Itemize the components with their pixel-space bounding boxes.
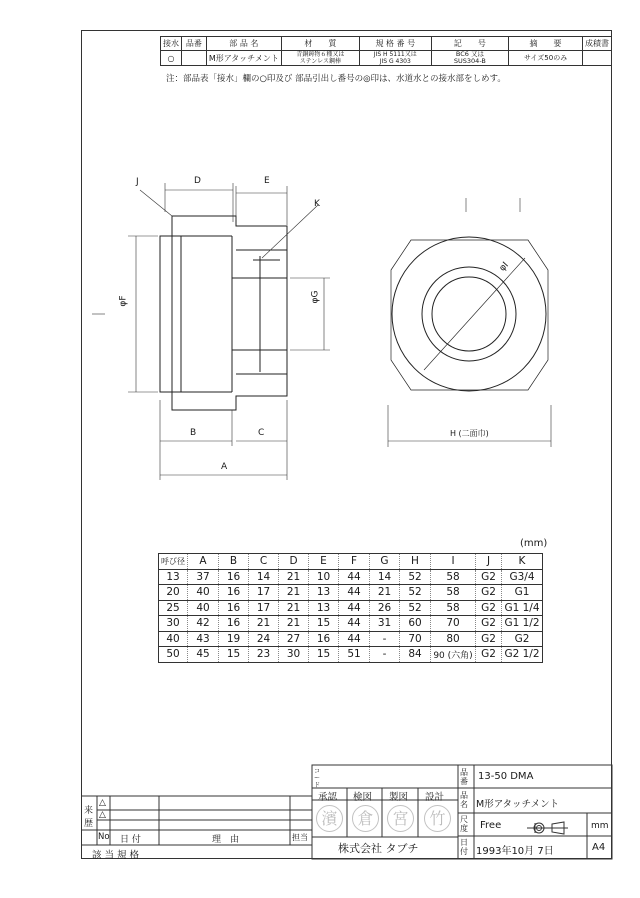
cell: 90 (六角) [431,647,476,663]
approval-label-1: 承認 [318,792,338,803]
paper-size: A4 [592,842,606,853]
cell: 24 [249,631,279,647]
side-view-outline [160,216,287,410]
cell: G2 [476,616,502,632]
cell: G3/4 [502,569,543,585]
cell: 50 [159,647,188,663]
cell: 14 [249,569,279,585]
cell: 40 [188,585,219,601]
label-j: J [136,177,139,187]
unit-label: (mm) [520,538,548,549]
cell: 44 [339,616,370,632]
header-cell: B [219,554,249,570]
label-k: K [314,199,320,209]
cell: G2 1/2 [502,647,543,663]
cell: 70 [431,616,476,632]
cell: 70 [400,631,431,647]
part-name-value: M形アタッチメント [476,799,560,810]
cell: G2 [476,647,502,663]
parts-header-cell: 摘 要 [509,37,583,51]
cell: 80 [431,631,476,647]
header-cell: A [188,554,219,570]
parts-header-cell: 記 号 [431,37,508,51]
cell: 16 [219,616,249,632]
cell: G1 [502,585,543,601]
table-row [159,631,543,647]
approval-label-4: 設計 [425,792,445,803]
cell: 43 [188,631,219,647]
company-name: 株式会社 タブチ [338,842,419,855]
parts-header-cell: 接水 [161,37,182,51]
rev-header-no: No [98,832,110,842]
header-cell: E [309,554,339,570]
cell: 21 [279,600,309,616]
check-stamp: 倉 [352,805,379,832]
cell: 52 [400,600,431,616]
dimension-table-header [159,554,543,570]
symbol-line-1: BC6 又は [455,50,484,58]
date-label: 日付 [460,838,468,856]
cell: 15 [219,647,249,663]
approval-stamp: 濱 [316,805,343,832]
cell: 21 [279,569,309,585]
cell: 14 [370,569,400,585]
cell: - [370,631,400,647]
label-c: C [258,428,265,438]
cell: 21 [279,616,309,632]
cell: 10 [309,569,339,585]
header-cell: G [370,554,400,570]
side-view [160,216,287,410]
cell: 16 [309,631,339,647]
cell: 17 [249,585,279,601]
part-name-cell: M形アタッチメント [206,51,281,66]
part-name-label: 品名 [460,791,468,809]
header-cell: F [339,554,370,570]
cell: G1 1/2 [502,616,543,632]
revision-history-label: 来歴 [84,806,94,829]
drafter-stamp: 宮 [387,805,414,832]
part-no-value: 13-50 DMA [478,771,534,782]
cell: 25 [159,600,188,616]
header-cell: J [476,554,502,570]
label-d: D [194,176,201,186]
contact-mark: ○ [161,51,182,66]
label-phi-f: φF [118,295,129,307]
scale-label: 尺度 [460,815,468,833]
material-line-2: ステンレス鋼棒 [299,58,341,65]
cell: - [370,647,400,663]
parts-header-cell: 規 格 番 号 [359,37,431,51]
cell: 21 [370,585,400,601]
cell: 15 [309,647,339,663]
header-cell: 呼び径 [159,554,188,570]
cell: G2 [476,600,502,616]
cell: 40 [188,600,219,616]
table-row [159,569,543,585]
cell: 27 [279,631,309,647]
parts-header-cell: 成積書 [583,37,612,51]
cell: 58 [431,569,476,585]
header-cell: I [431,554,476,570]
cell: G2 [476,631,502,647]
parts-header-cell: 品番 [182,37,207,51]
note-text: 注：部品表「接水」欄の○印及び 部品引出し番号の◎印は、水道水との接水部をしめす。 [166,74,506,84]
rev-header-reason: 理 由 [212,835,240,845]
revision-mark-2: △ [99,810,106,820]
scale-value: Free [480,820,502,831]
cell: 20 [159,585,188,601]
cell: 13 [309,585,339,601]
cell: 15 [309,616,339,632]
header-cell: C [249,554,279,570]
dimension-table [158,553,543,663]
cell: 40 [159,631,188,647]
cell: 23 [249,647,279,663]
cell: 16 [219,600,249,616]
cell: 58 [431,585,476,601]
label-e: E [264,176,270,186]
header-cell: D [279,554,309,570]
cell: 42 [188,616,219,632]
date-value: 1993年10月 7日 [476,846,554,857]
cell: 19 [219,631,249,647]
header-cell: H [400,554,431,570]
revision-mark-1: △ [99,798,106,808]
cell: 13 [309,600,339,616]
cell: 44 [339,569,370,585]
material-line-1: 青銅鋳物６種又は [296,51,345,58]
table-row [159,600,543,616]
cell: 21 [279,585,309,601]
cell: 45 [188,647,219,663]
cell: 52 [400,569,431,585]
label-h: H (二面巾) [450,429,489,438]
cell: 17 [249,600,279,616]
code-label: コード [314,768,321,789]
diameter-line [424,258,525,370]
cell: 31 [370,616,400,632]
cell: 30 [159,616,188,632]
cell: 21 [249,616,279,632]
cell: 52 [400,585,431,601]
cell: 84 [400,647,431,663]
cell: 16 [219,569,249,585]
symbol-line-2: SUS304-B [453,57,486,65]
thread-circle [422,267,516,361]
cell: 44 [339,600,370,616]
label-a: A [221,462,228,472]
approval-label-2: 検図 [353,792,373,803]
cell: 60 [400,616,431,632]
cell: 51 [339,647,370,663]
unit-value: mm [591,821,609,831]
cell: G2 [476,585,502,601]
cell: 37 [188,569,219,585]
cell: G1 1/4 [502,600,543,616]
table-row [159,647,543,663]
part-no-label: 品番 [460,768,468,786]
cell: 44 [339,585,370,601]
table-row [159,585,543,601]
parts-header-cell: 材 質 [281,37,359,51]
standard-line-1: JIS H 5111又は [373,51,417,58]
cell: 13 [159,569,188,585]
cell: 30 [279,647,309,663]
cell: 58 [431,600,476,616]
cell: 26 [370,600,400,616]
designer-stamp: 竹 [424,805,451,832]
cell: G2 [502,631,543,647]
rev-header-person: 担当 [292,833,308,842]
label-phi-i: φI [497,260,511,274]
approval-label-3: 製図 [389,792,409,803]
label-phi-g: φG [310,290,321,304]
cell: 16 [219,585,249,601]
applicable-standard-label: 該 当 規 格 [92,850,140,861]
remarks-cell: サイズ50のみ [509,51,583,66]
parts-header-cell: 部 品 名 [206,37,281,51]
rev-header-date: 日 付 [120,835,141,845]
table-row [159,616,543,632]
cell: G2 [476,569,502,585]
header-cell: K [502,554,543,570]
front-view [391,237,548,391]
cell: 44 [339,631,370,647]
label-b: B [190,428,197,438]
standard-line-2: JIS G 4303 [379,58,411,65]
bore-circle [432,277,506,351]
